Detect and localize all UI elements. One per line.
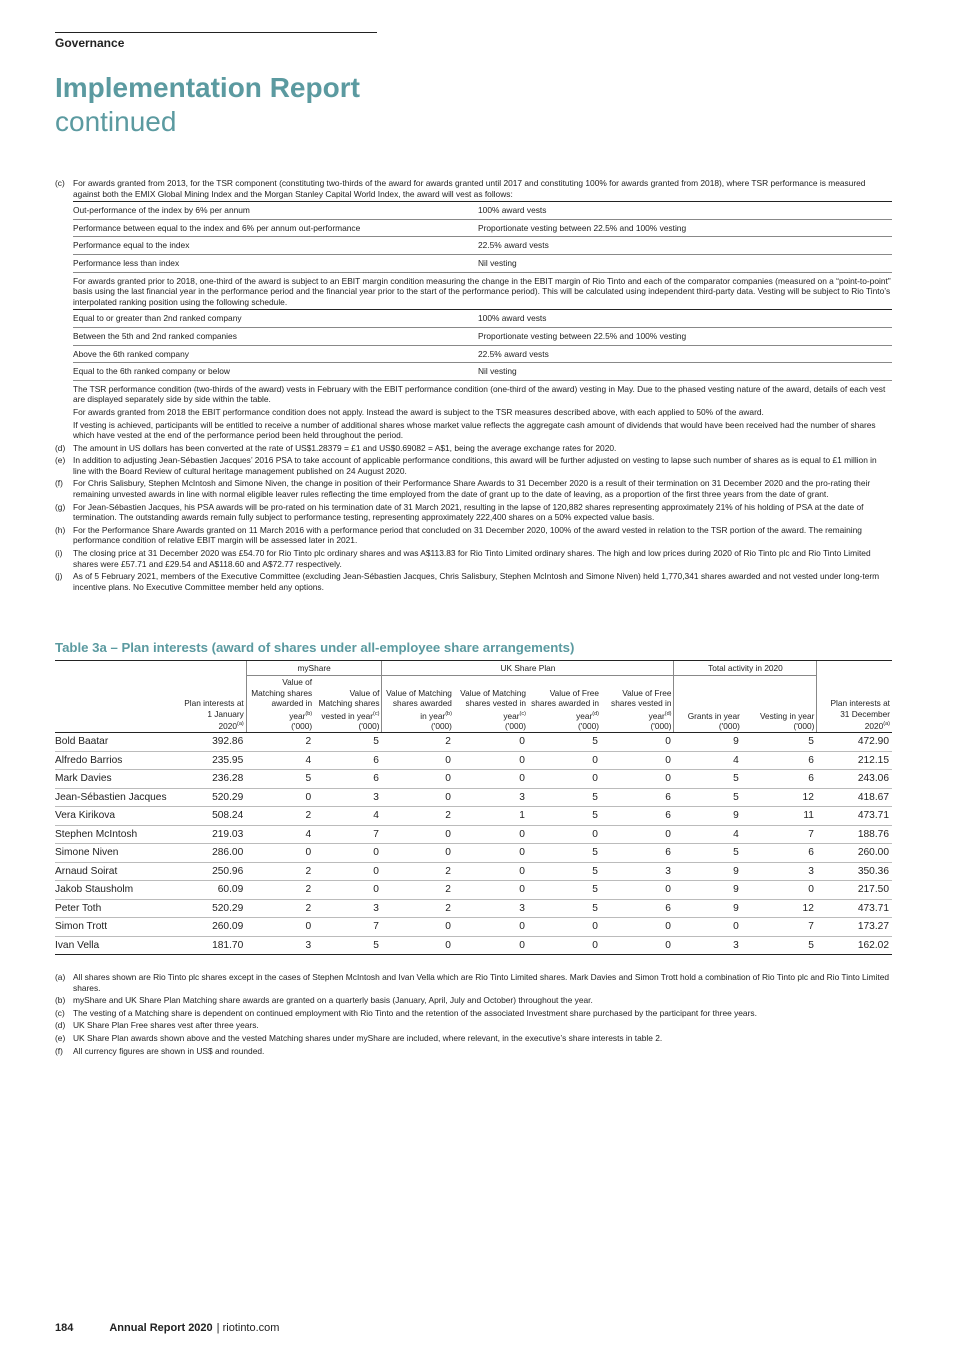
table-cell: 3 [454, 899, 528, 918]
table-cell: 6 [742, 844, 817, 863]
executive-name: Bold Baatar [55, 733, 178, 752]
footnote [55, 1008, 892, 1019]
note-key: (f) [55, 478, 63, 489]
column-header [314, 676, 382, 733]
condition-cell: Above the 6th ranked company [73, 345, 478, 363]
group-header-row [55, 661, 892, 676]
column-header [454, 676, 528, 733]
table-row [73, 310, 892, 328]
note-key: (e) [55, 1032, 66, 1043]
table-cell: 2 [382, 733, 454, 752]
table-cell: 4 [674, 825, 742, 844]
table-cell: 6 [601, 788, 674, 807]
vesting-cell: Proportionate vesting between 22.5% and 100% vesting [478, 327, 892, 345]
table-row [55, 918, 892, 937]
table-cell: 4 [246, 825, 314, 844]
executive-name: Ivan Vella [55, 936, 178, 955]
condition-cell: Out-performance of the index by 6% per annum [73, 202, 478, 220]
table-cell: 5 [674, 844, 742, 863]
note-key: (d) [55, 1020, 66, 1031]
table-cell: 1 [454, 807, 528, 826]
note-d [55, 443, 892, 454]
page-title: Implementation Report [55, 72, 360, 103]
table-row [55, 788, 892, 807]
table-cell: 0 [454, 844, 528, 863]
note-key: (f) [55, 1045, 63, 1056]
condition-cell: Equal to or greater than 2nd ranked company [73, 310, 478, 328]
page-number: 184 [55, 1322, 74, 1334]
executive-name: Arnaud Soirat [55, 862, 178, 881]
header-text: Value of Matching shares vested in year [318, 687, 380, 721]
table-cell: 260.09 [178, 918, 246, 937]
section-rule [55, 32, 377, 33]
table-cell: 0 [314, 844, 382, 863]
table-cell: 4 [246, 751, 314, 770]
website: riotinto.com [222, 1322, 280, 1334]
header-text: Plan interests at 1 January 2020 [184, 698, 244, 731]
executive-name: Peter Toth [55, 899, 178, 918]
header-text: Value of Matching shares awarded in year [386, 687, 452, 721]
table-cell: 9 [674, 881, 742, 900]
table-cell: 0 [601, 918, 674, 937]
table-cell: 0 [382, 788, 454, 807]
table-cell: 219.03 [178, 825, 246, 844]
table-row [73, 219, 892, 237]
note-text: UK Share Plan Free shares vest after three years. [73, 1020, 259, 1031]
table-cell: 520.29 [178, 788, 246, 807]
note-text: All shares shown are Rio Tinto plc shares except in the cases of Stephen McIntosh and Ivan Vella which are Rio Tinto Limited shares. Mark Davies and Simon Trott hold a combination of Rio Tinto plc and Rio Tinto Limited shares. [73, 972, 890, 993]
column-header [246, 676, 314, 733]
table-row [55, 825, 892, 844]
table-cell: 12 [742, 899, 817, 918]
table-cell: 2 [382, 862, 454, 881]
table-cell: 0 [454, 751, 528, 770]
column-header [742, 676, 817, 733]
vesting-cell: 22.5% award vests [478, 345, 892, 363]
table-cell: 9 [674, 733, 742, 752]
table-cell: 7 [742, 825, 817, 844]
table-cell: 6 [742, 751, 817, 770]
table-cell: 5 [528, 862, 601, 881]
table-cell: 3 [674, 936, 742, 955]
table-cell: 6 [601, 844, 674, 863]
note-text: For the Performance Share Awards granted on 11 March 2016 with a performance period that concluded on 31 December 2020, 100% of the award vested in relation to the TSR portion of the award. The remaining performance condition of relative EBIT margin will be assessed later in 2021. [73, 524, 862, 546]
table-cell: 3 [314, 788, 382, 807]
note-text: As of 5 February 2021, members of the Executive Committee (excluding Jean-Sébastien Jacques, Chris Salisbury, Stephen McIntosh and Simone Niven) held 1,770,341 shares awarded and not vested under long-term incentive plans. No Executive Committee member held any options. [73, 571, 880, 592]
table-cell: 350.36 [817, 862, 892, 881]
note-g [55, 502, 892, 523]
footnote [55, 995, 892, 1006]
note-key: (g) [55, 501, 66, 512]
table-cell: 0 [246, 918, 314, 937]
table-cell: 0 [601, 936, 674, 955]
table-cell: 4 [674, 751, 742, 770]
note-key: (c) [55, 1007, 65, 1018]
table-cell: 162.02 [817, 936, 892, 955]
table-cell: 0 [454, 881, 528, 900]
note-text: In addition to adjusting Jean-Sébastien Jacques’ 2016 PSA to take account of applicable performance conditions, this award will be further adjusted on vesting to lapse such number of shares as is equal to £1 million in line with the Board Review of cultural heritage management published on 24 August 2020. [73, 455, 877, 476]
table-cell: 12 [742, 788, 817, 807]
note-key: (a) [55, 972, 66, 982]
table-cell: 173.27 [817, 918, 892, 937]
executive-name: Stephen McIntosh [55, 825, 178, 844]
executive-name: Jean-Sébastien Jacques [55, 788, 178, 807]
section-label: Governance [55, 36, 125, 50]
note-text: For Jean-Sébastien Jacques, his PSA awards will be pro-rated on his termination date of 31 March 2021, resulting in the lapse of 120,882 shares representing approximately 21% of his holding of PSA at the date of termination. The outstanding awards remain fully subject to performance testing, representing approximately 222,400 shares on a 50% expected value basis. [73, 501, 864, 523]
table-cell: 212.15 [817, 751, 892, 770]
table-cell: 0 [454, 918, 528, 937]
table-cell: 0 [382, 936, 454, 955]
paragraph: If vesting is achieved, participants will be entitled to receive a number of additional shares whose market value reflects the aggregate cash amount of dividends that would have been received had the number of shares which have vested at the end of the performance period been held throughout the period. [73, 419, 876, 441]
table-cell: 2 [246, 733, 314, 752]
table-cell: 0 [382, 918, 454, 937]
header-unit: ('000) [793, 720, 815, 731]
table-cell: 286.00 [178, 844, 246, 863]
header-unit: ('000) [718, 720, 740, 731]
note-key: (h) [55, 524, 66, 535]
group-myshare: myShare [246, 661, 382, 676]
table-cell: 473.71 [817, 899, 892, 918]
column-header [382, 676, 454, 733]
table-cell: 6 [314, 770, 382, 789]
table-cell: 0 [528, 751, 601, 770]
table-cell: 472.90 [817, 733, 892, 752]
table-cell: 0 [382, 770, 454, 789]
condition-cell: Between the 5th and 2nd ranked companies [73, 327, 478, 345]
table-row [73, 345, 892, 363]
footnote [55, 972, 892, 993]
header-unit: ('000) [505, 720, 526, 731]
table-cell: 188.76 [817, 825, 892, 844]
note-i [55, 548, 892, 569]
table-cell: 0 [454, 862, 528, 881]
table-cell: 2 [246, 862, 314, 881]
table-row [55, 881, 892, 900]
condition-cell: Performance between equal to the index and 6% per annum out-performance [73, 219, 478, 237]
table-row [55, 751, 892, 770]
table-cell: 0 [246, 844, 314, 863]
ebit-paragraph: For awards granted prior to 2018, one-third of the award is subject to an EBIT margin condition measuring the change in the EBIT margin of Rio Tinto and each of the comparator companies (measured on a “point-to-point” basis using the last financial year in the performance period and the financial year prior to the start of the performance period). This will be calculated using independent third-party data. Vesting will be subject to Rio Tinto’s interpolated ranking position using the following schedule. [73, 275, 891, 307]
condition-cell: Equal to the 6th ranked company or below [73, 363, 478, 381]
table-cell: 7 [314, 825, 382, 844]
note-text: UK Share Plan awards shown above and the vested Matching shares under myShare are included, where relevant, in the executive’s share interests in table 2. [73, 1032, 663, 1043]
note-j [55, 571, 892, 592]
table-cell: 9 [674, 862, 742, 881]
table-cell: 0 [314, 881, 382, 900]
header-footnote: (a) [237, 721, 244, 728]
table-cell: 520.29 [178, 899, 246, 918]
table-cell: 0 [601, 770, 674, 789]
notes-bottom [55, 972, 892, 1058]
vesting-cell: 22.5% award vests [478, 237, 892, 255]
table-cell: 5 [314, 936, 382, 955]
vesting-cell: Proportionate vesting between 22.5% and 100% vesting [478, 219, 892, 237]
table-cell: 2 [382, 807, 454, 826]
executive-name: Vera Kirikova [55, 807, 178, 826]
table-row [55, 807, 892, 826]
table-cell: 0 [601, 825, 674, 844]
plan-interests-table [55, 660, 892, 955]
note-text: The vesting of a Matching share is dependent on continued employment with Rio Tinto and the retention of the associated Investment share purchased by the participant for three years. [73, 1007, 757, 1018]
table-row [73, 202, 892, 220]
table-cell: 6 [742, 770, 817, 789]
column-header [817, 676, 892, 733]
executive-name: Jakob Stausholm [55, 881, 178, 900]
table-cell: 418.67 [817, 788, 892, 807]
header-footnote: (b) [305, 710, 313, 717]
table-cell: 2 [382, 899, 454, 918]
table-cell: 5 [528, 844, 601, 863]
table-row [55, 936, 892, 955]
table-cell: 473.71 [817, 807, 892, 826]
table-row [55, 862, 892, 881]
table-row [55, 899, 892, 918]
table-row [73, 327, 892, 345]
table-cell: 7 [742, 918, 817, 937]
plan-table-body [55, 733, 892, 955]
table-cell: 0 [314, 862, 382, 881]
vesting-cell: Nil vesting [478, 254, 892, 272]
table-cell: 7 [314, 918, 382, 937]
group-uk-share-plan: UK Share Plan [382, 661, 674, 676]
table-cell: 0 [528, 770, 601, 789]
group-gap [817, 661, 892, 676]
note-text: The amount in US dollars has been converted at the rate of US$1.28379 = £1 and US$0.69082 = A$1, being the average exchange rates for 2020. [73, 442, 617, 453]
header-unit: ('000) [358, 720, 380, 731]
header-text: Vesting in year [759, 710, 815, 721]
condition-cell: Performance less than index [73, 254, 478, 272]
table-cell: 181.70 [178, 936, 246, 955]
note-f [55, 478, 892, 499]
table-cell: 0 [454, 733, 528, 752]
header-text: Value of Matching shares awarded in year [251, 677, 313, 721]
header-unit: ('000) [430, 720, 452, 731]
table-row [55, 733, 892, 752]
table-cell: 5 [674, 788, 742, 807]
note-key: (e) [55, 455, 66, 466]
tsr-vesting-table [73, 201, 892, 272]
column-header [178, 676, 246, 733]
executive-name: Mark Davies [55, 770, 178, 789]
table-cell: 4 [314, 807, 382, 826]
table-cell: 0 [601, 881, 674, 900]
table-cell: 2 [246, 807, 314, 826]
table-cell: 0 [601, 751, 674, 770]
table-row [73, 254, 892, 272]
table-cell: 5 [528, 788, 601, 807]
header-text: Value of Free shares vested in year [611, 687, 672, 721]
note-key: (d) [55, 442, 66, 453]
column-header [674, 676, 742, 733]
note-c [55, 178, 892, 199]
table-cell: 11 [742, 807, 817, 826]
table-cell: 0 [454, 770, 528, 789]
header-footnote: (d) [592, 710, 599, 717]
note-text: The closing price at 31 December 2020 was £54.70 for Rio Tinto plc ordinary shares and was A$113.83 for Rio Tinto Limited ordinary shares. The high and low prices during 2020 of Rio Tinto plc and Rio Tinto Limited shares were £57.71 and £29.54 and A$118.60 and A$72.77 respectively. [73, 548, 871, 569]
header-unit: ('000) [578, 720, 599, 731]
note-key: (c) [55, 178, 65, 188]
table-cell: 0 [382, 825, 454, 844]
table-cell: 0 [382, 751, 454, 770]
note-e [55, 455, 892, 476]
header-unit: ('000) [650, 720, 672, 731]
table-row [73, 237, 892, 255]
table-cell: 0 [246, 788, 314, 807]
group-gap [55, 661, 246, 676]
note-text: myShare and UK Share Plan Matching share awards are granted on a quarterly basis (January, April, July and October) throughout the year. [73, 995, 593, 1006]
table-cell: 5 [528, 881, 601, 900]
report-name: Annual Report 2020 [109, 1322, 213, 1334]
table-cell: 9 [674, 899, 742, 918]
table-cell: 5 [314, 733, 382, 752]
table-cell: 3 [454, 788, 528, 807]
note-key: (i) [55, 548, 63, 559]
table-row [55, 844, 892, 863]
table-cell: 2 [246, 881, 314, 900]
note-text: All currency figures are shown in US$ and rounded. [73, 1045, 265, 1056]
executive-name: Alfredo Barrios [55, 751, 178, 770]
table-cell: 0 [528, 918, 601, 937]
paragraph: For awards granted from 2018 the EBIT performance condition does not apply. Instead the award is subject to the TSR measures described above, with each applied to 50% of the award. [73, 406, 764, 417]
header-text: Value of Matching shares vested in year [460, 687, 526, 721]
column-header-row [55, 676, 892, 733]
header-footnote: (d) [664, 710, 672, 717]
table-cell: 5 [528, 807, 601, 826]
table-row [73, 363, 892, 381]
table-cell: 3 [314, 899, 382, 918]
table-cell: 5 [528, 733, 601, 752]
table-cell: 3 [601, 862, 674, 881]
table-cell: 2 [246, 899, 314, 918]
table-row [55, 770, 892, 789]
table-cell: 0 [742, 881, 817, 900]
table-cell: 260.00 [817, 844, 892, 863]
table-cell: 0 [454, 936, 528, 955]
header-text: Grants in year [687, 710, 740, 721]
header-footnote: (b) [445, 710, 452, 717]
table-cell: 60.09 [178, 881, 246, 900]
page-footer: 184 Annual Report 2020 | riotinto.com [55, 1322, 280, 1334]
table-cell: 6 [314, 751, 382, 770]
table-cell: 236.28 [178, 770, 246, 789]
header-footnote: (c) [519, 710, 526, 717]
table-cell: 3 [742, 862, 817, 881]
footnote [55, 1020, 892, 1031]
ebit-vesting-table [73, 309, 892, 380]
table-cell: 0 [382, 844, 454, 863]
header-footnote: (a) [883, 721, 890, 728]
note-key: (j) [55, 571, 63, 582]
table-cell: 0 [674, 918, 742, 937]
table-cell: 0 [528, 825, 601, 844]
vesting-cell: Nil vesting [478, 363, 892, 381]
vesting-cell: 100% award vests [478, 202, 892, 220]
table-cell: 0 [601, 733, 674, 752]
column-header [601, 676, 674, 733]
table-cell: 243.06 [817, 770, 892, 789]
table-cell: 2 [382, 881, 454, 900]
paragraph: The TSR performance condition (two-thirds of the award) vests in February with the EBIT performance condition (one-third of the award) vesting in May. Due to the phased vesting nature of the award, details of each vest are displayed separately side by side within the table. [73, 383, 886, 405]
condition-cell: Performance equal to the index [73, 237, 478, 255]
column-header-name [55, 676, 178, 733]
table-cell: 9 [674, 807, 742, 826]
note-h [55, 525, 892, 546]
column-header [528, 676, 601, 733]
table-cell: 217.50 [817, 881, 892, 900]
table-cell: 5 [742, 733, 817, 752]
table-cell: 3 [246, 936, 314, 955]
note-key: (b) [55, 995, 66, 1006]
table-cell: 5 [742, 936, 817, 955]
table-cell: 5 [246, 770, 314, 789]
header-text: Value of Free shares awarded in year [531, 687, 599, 721]
footnote [55, 1033, 892, 1044]
table-cell: 508.24 [178, 807, 246, 826]
footnote [55, 1046, 892, 1057]
table-cell: 6 [601, 899, 674, 918]
table-cell: 392.86 [178, 733, 246, 752]
note-text: For awards granted from 2013, for the TSR component (constituting two-thirds of the award for awards granted until 2017 and constituting 100% for awards granted from 2018), where TSR performance is measured against both the EMIX Global Mining Index and the Morgan Stanley Capital World Index, the award will vest as follows: [73, 178, 866, 199]
executive-name: Simon Trott [55, 918, 178, 937]
table-title: Table 3a – Plan interests (award of shares under all-employee share arrangements) [55, 640, 575, 655]
note-text: For Chris Salisbury, Stephen McIntosh and Simone Niven, the change in position of their Performance Share Awards to 31 December 2020 is a result of their termination on 31 December 2020 and the pro-rating their remaining unvested awards in line with normal eligible leaver rules reflecting the time employed from the date of grant up to the date of leaving, as a proportion of the first three years from the date of grant. [73, 478, 871, 500]
group-total-activity: Total activity in 2020 [674, 661, 817, 676]
header-footnote: (c) [373, 710, 380, 717]
table-cell: 0 [454, 825, 528, 844]
page-subtitle: continued [55, 106, 177, 137]
executive-name: Simone Niven [55, 844, 178, 863]
table-cell: 5 [674, 770, 742, 789]
vesting-cell: 100% award vests [478, 310, 892, 328]
header-text: Plan interests at 31 December 2020 [830, 698, 890, 731]
table-cell: 250.96 [178, 862, 246, 881]
notes-top [55, 178, 892, 594]
table-cell: 5 [528, 899, 601, 918]
table-cell: 6 [601, 807, 674, 826]
table-cell: 235.95 [178, 751, 246, 770]
header-unit: ('000) [291, 720, 313, 731]
table-cell: 0 [528, 936, 601, 955]
